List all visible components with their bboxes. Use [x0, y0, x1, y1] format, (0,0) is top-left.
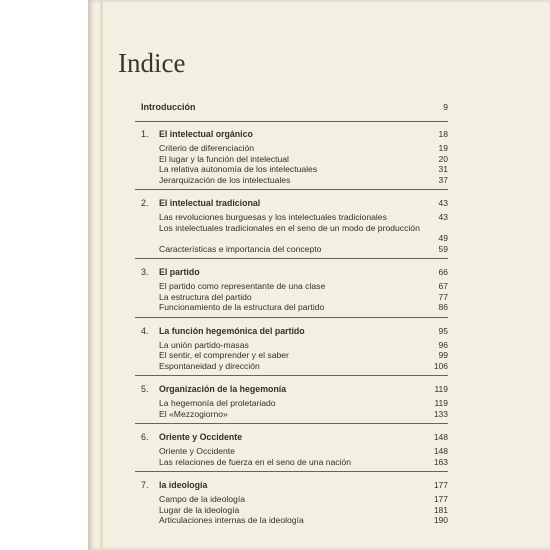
section-entry: [135, 164, 448, 175]
chapter-sections: [135, 398, 448, 419]
section-entry: [135, 494, 448, 505]
section-page: 177: [433, 494, 448, 504]
chapter-sections: [135, 143, 448, 185]
toc-chapter: [135, 129, 448, 190]
section-title: Las revoluciones burguesas y los intelectuales tradicionales: [159, 212, 387, 222]
chapter-title: Organización de la hegemonía: [159, 384, 287, 394]
section-page: 59: [438, 243, 448, 254]
divider: [135, 471, 448, 472]
section-page: 67: [438, 281, 448, 291]
chapter-sections: [135, 446, 448, 467]
section-title: La hegemonía del proletariado: [159, 398, 276, 408]
section-page: 31: [438, 164, 448, 174]
section-entry: [135, 281, 448, 292]
section-title: Articulaciones internas de la ideología: [159, 515, 304, 525]
chapter-number: 1.: [141, 129, 149, 139]
section-entry: [135, 350, 448, 361]
chapter-heading: [135, 267, 448, 281]
toc-intro-row: [135, 102, 448, 118]
section-entry: [135, 223, 448, 244]
toc-chapter: [135, 480, 448, 526]
chapter-sections: [135, 340, 448, 372]
divider: [135, 375, 448, 376]
section-title: Funcionamiento de la estructura del partido: [159, 302, 325, 312]
toc-intro-page: 9: [443, 102, 448, 112]
section-title: Oriente y Occidente: [159, 446, 235, 456]
toc-chapter: [135, 326, 448, 377]
chapter-heading: [135, 129, 448, 143]
page-title: Indice: [118, 48, 186, 79]
chapter-title: El intelectual tradicional: [159, 198, 261, 208]
divider: [135, 423, 448, 424]
section-page: 86: [438, 302, 448, 312]
section-title: El partido como representante de una clase: [159, 281, 326, 291]
section-title: La unión partido-masas: [159, 339, 249, 350]
section-entry: [135, 175, 448, 186]
section-page: 190: [433, 515, 448, 525]
divider: [135, 258, 448, 259]
section-title: Los intelectuales tradicionales en el seno de un modo de producción: [159, 222, 420, 233]
section-page: 106: [433, 360, 448, 371]
toc-chapter: [135, 384, 448, 424]
chapter-title: El intelectual orgánico: [159, 129, 253, 139]
section-entry: [135, 515, 448, 526]
section-entry: [135, 409, 448, 420]
chapter-number: 2.: [141, 198, 149, 208]
chapter-title: El partido: [159, 267, 200, 277]
table-of-contents: [135, 102, 448, 526]
chapter-title: La función hegemónica del partido: [159, 325, 305, 336]
section-entry: [135, 457, 448, 468]
toc-chapter: [135, 432, 448, 472]
toc-chapter: [135, 198, 448, 259]
chapter-page: 66: [438, 267, 448, 277]
toc-chapters: [135, 129, 448, 526]
chapter-heading: [135, 326, 448, 340]
section-title: La estructura del partido: [159, 291, 252, 302]
section-entry: [135, 244, 448, 255]
section-title: Espontaneidad y dirección: [159, 360, 260, 371]
section-title: Características e importancia del concepto: [159, 243, 322, 254]
section-page: 99: [438, 350, 448, 360]
section-page: 37: [438, 174, 448, 185]
section-title: Lugar de la ideología: [159, 504, 240, 515]
section-entry: [135, 398, 448, 409]
chapter-number: 4.: [141, 325, 149, 336]
chapter-heading: [135, 480, 448, 494]
chapter-number: 5.: [141, 384, 149, 394]
chapter-title: la ideología: [159, 480, 208, 490]
section-title: El sentir, el comprender y el saber: [159, 350, 289, 360]
chapter-number: 6.: [141, 432, 149, 442]
section-page: 119: [434, 398, 448, 408]
chapter-page: 119: [434, 384, 448, 394]
section-entry: [135, 212, 448, 223]
section-entry: [135, 143, 448, 154]
divider: [135, 317, 448, 318]
chapter-page: 177: [433, 480, 448, 490]
section-title: La relativa autonomía de los intelectuales: [159, 164, 318, 174]
chapter-page: 148: [433, 432, 448, 442]
chapter-heading: [135, 198, 448, 212]
chapter-sections: [135, 281, 448, 313]
section-title: Las relaciones de fuerza en el seno de una nación: [159, 456, 352, 467]
chapter-page: 18: [438, 129, 448, 139]
section-entry: [135, 505, 448, 516]
section-page: 96: [438, 339, 448, 350]
page-margin-shade: [100, 0, 103, 550]
section-page: 163: [433, 456, 448, 467]
section-entry: [135, 292, 448, 303]
section-page: 77: [438, 291, 448, 302]
section-page: 43: [438, 212, 448, 222]
section-page: 49: [438, 232, 448, 243]
chapter-number: 7.: [141, 480, 149, 490]
toc-chapter: [135, 267, 448, 318]
section-page: 133: [433, 408, 448, 419]
toc-intro-label: Introducción: [141, 102, 196, 112]
section-entry: [135, 302, 448, 313]
divider: [135, 121, 448, 122]
chapter-sections: [135, 212, 448, 254]
divider: [135, 189, 448, 190]
section-page: 19: [438, 143, 448, 153]
section-entry: [135, 361, 448, 372]
section-page: 148: [433, 446, 448, 456]
chapter-page: 95: [438, 325, 448, 336]
chapter-heading: [135, 384, 448, 398]
chapter-page: 43: [438, 198, 448, 208]
section-page: 20: [438, 153, 448, 164]
section-title: Criterio de diferenciación: [159, 143, 255, 153]
chapter-heading: [135, 432, 448, 446]
chapter-number: 3.: [141, 267, 149, 277]
section-entry: [135, 446, 448, 457]
chapter-sections: [135, 494, 448, 526]
section-entry: [135, 340, 448, 351]
section-title: Campo de la ideología: [159, 494, 245, 504]
chapter-title: Oriente y Occidente: [159, 432, 243, 442]
section-title: El «Mezzogiorno»: [159, 408, 228, 419]
section-page: 181: [433, 504, 448, 515]
section-entry: [135, 154, 448, 165]
section-title: Jerarquización de los intelectuales: [159, 174, 291, 185]
section-title: El lugar y la función del intelectual: [159, 153, 289, 164]
